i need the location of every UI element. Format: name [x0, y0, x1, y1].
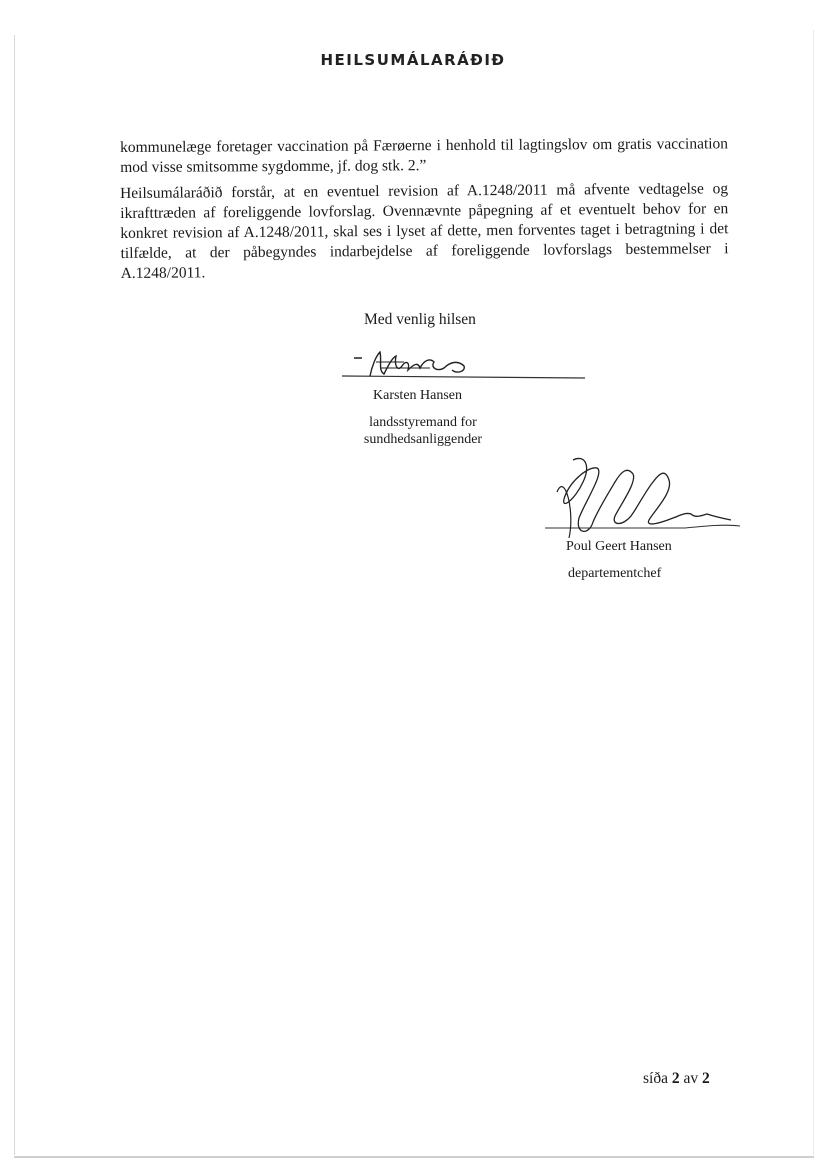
page-current: 2: [671, 1070, 680, 1087]
page-separator: av: [683, 1070, 699, 1087]
page-total: 2: [701, 1070, 710, 1087]
signature-line-2: [545, 525, 740, 528]
closing-greeting: Med venlig hilsen: [364, 311, 476, 328]
signatory-1-title: landsstyremand for sundhedsanliggender: [363, 415, 483, 447]
signature-poul-geert-hansen: [545, 452, 745, 552]
scan-edge-bottom: [14, 1156, 814, 1158]
signature-scribble-2: [564, 458, 731, 531]
body-paragraph-1: kommunelæge foretager vaccination på Færøerne i henhold til lagtingslov om gratis vaccination mod visse smitsomme sygdomme, jf. dog stk. 2.”: [120, 135, 729, 176]
signatory-2-title: departementchef: [568, 566, 662, 581]
signatory-2-name: Poul Geert Hansen: [566, 539, 672, 554]
page-prefix: síða: [643, 1070, 668, 1087]
page-number: [643, 1070, 710, 1088]
body-paragraph-2: Heilsumálaráðið forstår, at en eventuel revision af A.1248/2011 må afvente vedtagelse og ikrafttræden af foreliggende lovforslag. Ovennævnte påpegning af et eventuelt behov for en konkret revision af A.1248/2011, skal ses i lyset af dette, men forventes taget i betragtning i det tilfælde, at der påbegyndes indarbejdelse af foreliggende lovforslags bestemmelser i A.1248/2011.: [120, 180, 729, 282]
scan-edge-right: [813, 30, 814, 1155]
signature-scribble-1: [354, 352, 464, 376]
scan-edge-left: [14, 35, 15, 1155]
signature-line-1: [342, 376, 585, 378]
letterhead: HEILSUMÁLARÁÐIÐ: [320, 51, 506, 69]
signatory-1-name: Karsten Hansen: [373, 388, 463, 403]
signature-karsten-hansen: [340, 348, 590, 388]
